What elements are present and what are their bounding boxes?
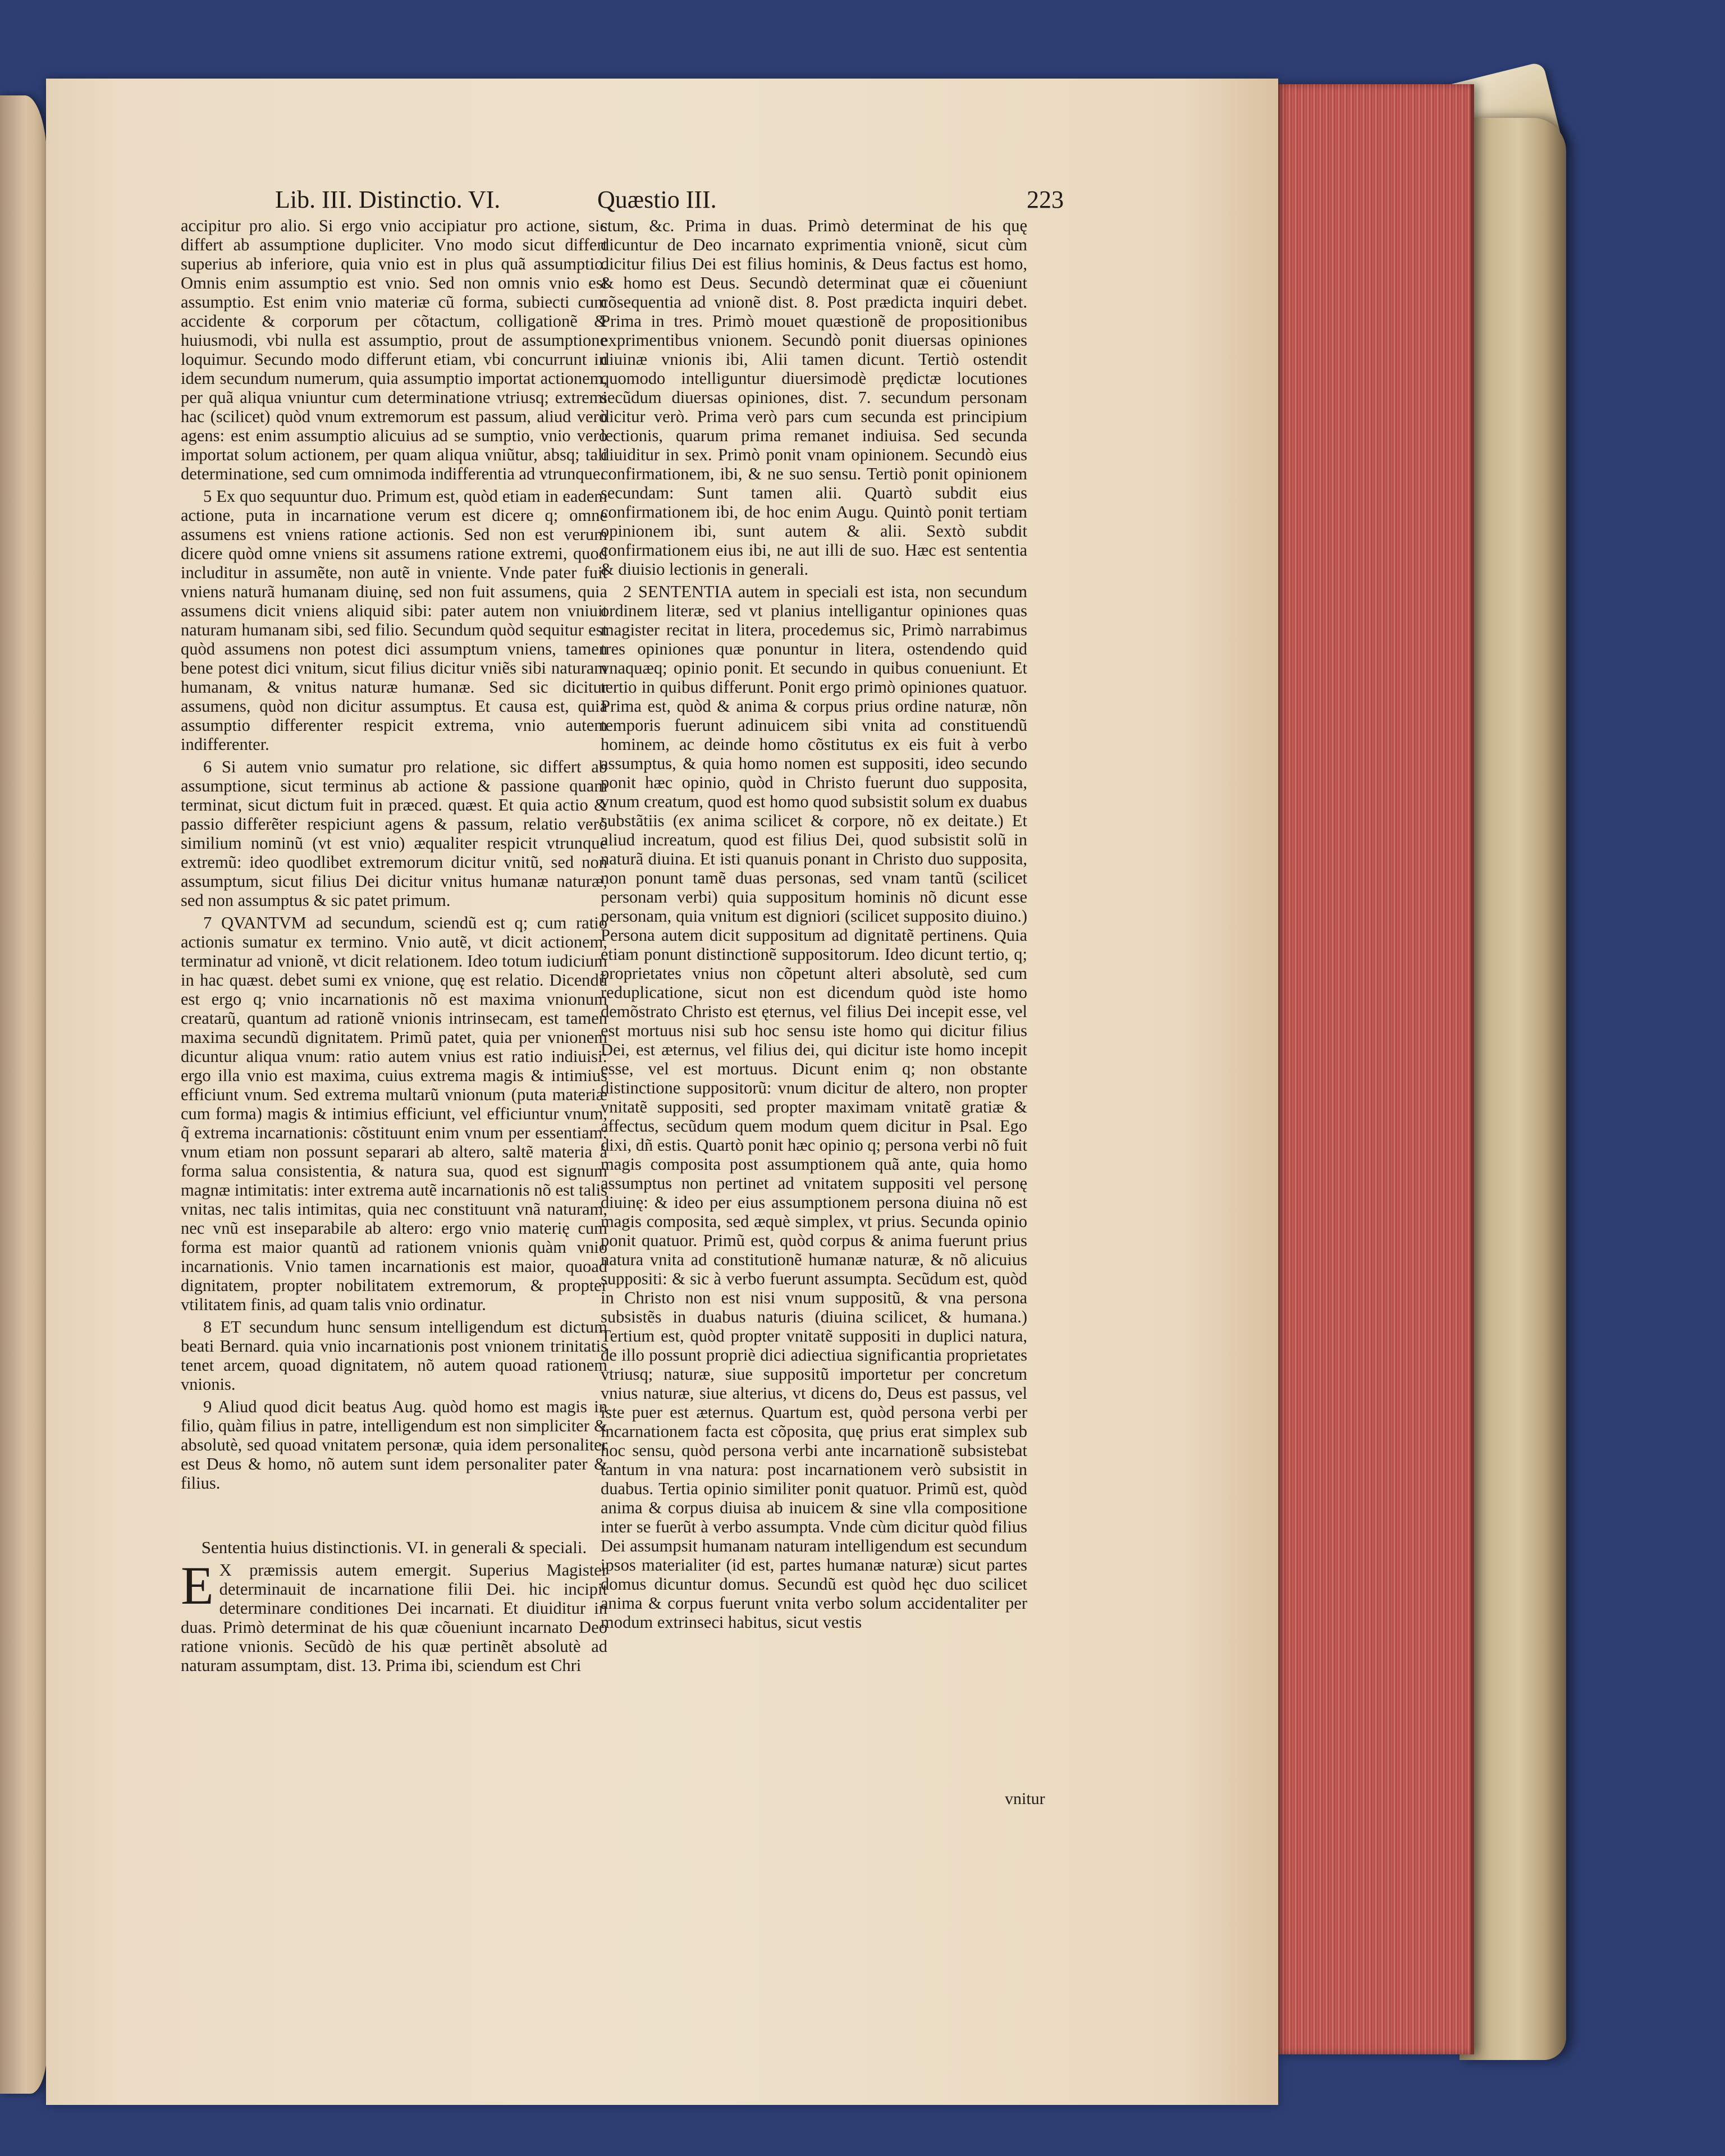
paragraph: 5 Ex quo sequuntur duo. Primum est, quòd etiam in eadem actione, puta in incarnatione verum est dicere q; omne assumens est vniens ratione actionis. Sed non est verum dicere quòd omne vniens sit assumens ratione extremi, quod includitur in assumẽte, non autẽ in vniente. Vnde pater fuit vniens naturã humanam diuinę, sed non fuit assumens, quia assumens dicit vniens aliquid sibi: pater autem non vniuit naturam humanam sibi, sed filio. Secundum quòd sequitur est quòd assumens non potest dici assumptum vniens, tamen bene potest dici vnitum, sicut filius dicitur vniẽs sibi naturam humanam, & vnitus naturæ humanæ. Sed sic dicitur assumens, quòd non dicitur assumptus. Et causa est, quia assumptio differenter respicit extrema, vnio autem indifferenter. [181, 487, 607, 754]
running-head-right: Quæstio III. [597, 186, 717, 213]
catchword: vnitur [1005, 1789, 1045, 1808]
red-page-edges [1274, 84, 1474, 2054]
right-text-column [601, 216, 1027, 1635]
page-number: 223 [1027, 186, 1064, 213]
paragraph: 8 ET secundum hunc sensum intelligendum est dictum beati Bernard. quia vnio incarnationis post vnionem trinitatis tenet arcem, quoad dignitatem, nõ autem quoad rationem vnionis. [181, 1317, 607, 1394]
paragraph: accipitur pro alio. Si ergo vnio accipiatur pro actione, sic differt ab assumptione dupliciter. Vno modo sicut differt superius ab inferiore, quia vnio est in plus quã assumptio. Omnis enim assumptio est vnio. Sed non omnis vnio est assumptio. Est enim vnio materiæ cũ forma, subiecti cum accidente & corporum per cõtactum, colligationẽ & huiusmodi, vbi nulla est assumptio, prout de assumptione loquimur. Secundo modo differunt etiam, vbi concurrunt in idem secundum numerum, quia assumptio importat actionem, per quã aliqua vniuntur cum determinatione vtriusq; extremi hac (scilicet) quòd vnum extremorum est passum, aliud verò agens: est enim assumptio alicuius ad se sumptio, vnio verò importat solum actionem, per quam aliqua vniũtur, absq; tali determinatione, sed cum omnimoda indifferentia ad vtrunque. [181, 216, 607, 483]
paragraph: 6 Si autem vnio sumatur pro relatione, sic differt ab assumptione, sicut terminus ab actione & passione quam terminat, sicut dictum fuit in præced. quæst. Et quia actio & passio differẽter respiciunt agens & passum, relatio verò similium nominũ (vt est vnio) æqualiter respicit vtrunque extremũ: ideo quodlibet extremorum dicitur vnitũ, sed non assumptum, sicut filius Dei dicitur vnitus humanæ naturæ, sed non assumptus & sic patet primum. [181, 757, 607, 910]
section-text: X præmissis autem emergit. Superius Magister determinauit de incarnatione filii Dei. hic incipit determinare conditiones Dei incarnati. Et diuiditur in duas. Primò determinat de his quæ cõueniunt incarnato Deo ratione vnionis. Secũdò de his quæ pertinẽt absolutè ad naturam assumptam, dist. 13. Prima ibi, sciendum est Chri [181, 1560, 607, 1675]
drop-cap: E [181, 1555, 214, 1615]
running-head-left: Lib. III. Distinctio. VI. [275, 186, 501, 213]
section-heading: Sententia huius distinctionis. VI. in generali & speciali. [201, 1537, 587, 1557]
vellum-binding [1459, 118, 1566, 2060]
facing-page-edge [0, 95, 47, 2094]
paragraph: 9 Aliud quod dicit beatus Aug. quòd homo est magis in filio, quàm filius in patre, intelligendum est non simpliciter & absolutè, sed quoad vnitatem personæ, quia idem personaliter est Deus & homo, nõ autem sunt idem personaliter pater & filius. [181, 1397, 607, 1493]
paragraph: 7 QVANTVM ad secundum, sciendũ est q; cum ratio actionis sumatur ex termino. Vnio autẽ, vt dicit actionem, terminatur ad vnionẽ, vt dicit relationem. Ideo totum iudicium in hac quæst. debet sumi ex vnione, quę est relatio. Dicendũ est ergo q; vnio incarnationis nõ est maxima vnionum creatarũ, quantum ad rationẽ vnionis intrinsecam, est tamen maxima secundũ dignitatem. Primũ patet, quia per vnionem dicuntur aliqua vnum: ratio autem vnius est ratio indiuisi: ergo illa vnio est maxima, cuius extrema magis & intimius efficiunt vnum. Sed extrema multarũ vnionum (puta materiæ cum forma) magis & intimius efficiunt, vel efficiuntur vnum, q̃ extrema incarnationis: cõstituunt enim vnum per essentiam: vnum etiam non possunt separari ab altero, saltẽ materia à forma salua consistentia, & natura sua, quod est signum magnæ intimitatis: inter extrema autẽ incarnationis nõ est talis vnitas, nec talis intimitas, quia nec constituunt vnã naturam, nec vnũ est inseparabile ab altero: ergo vnio materię cum forma est maior quantũ ad rationem vnionis quàm vnio incarnationis. Vnio tamen incarnationis est maior, quoad dignitatem, propter nobilitatem extremorum, & propter vtilitatem finis, ad quam talis vnio ordinatur. [181, 913, 607, 1314]
paragraph: 2 SENTENTIA autem in speciali est ista, non secundum ordinem literæ, sed vt planius intelligantur opiniones quas magister recitat in litera, procedemus sic, Primò narrabimus tres opiniones quæ ponuntur in litera, ostendendo quid vnaquæq; opinio ponit. Et secundo in quibus conueniunt. Et tertio in quibus differunt. Ponit ergo primò opiniones quatuor. Prima est, quòd & anima & corpus prius ordine naturæ, nõn temporis fuerunt adinuicem sibi vnita ad constituendũ hominem, ac deinde homo cõstitutus ex eis fuit à verbo assumptus, & quia homo nomen est suppositi, ideo secundo ponit hæc opinio, quòd in Christo fuerunt duo supposita, vnum creatum, quod est homo quod subsistit solum ex duabus substãtiis (ex anima scilicet & corpore, nõ ex deitate.) Et aliud increatum, quod est filius Dei, quod subsistit solũ in naturã diuina. Et isti quanuis ponant in Christo duo supposita, non ponunt tamẽ duas personas, sed vnam tantũ (scilicet personam verbi) quia suppositum hominis nõ dicunt esse personam, quia vnitum est digniori (scilicet supposito diuino.) Persona autem dicit suppositum ad dignitatẽ pertinens. Quia etiam ponunt distinctionẽ suppositorum. Ideo dicunt tertio, q; proprietates vnius non cõpetunt alteri absolutè, sed cum reduplicatione, sicut non est dicendum quòd iste homo demõstrato Christo est ęternus, vel filius Dei incepit esse, vel est mortuus nisi sub hoc sensu iste homo qui dicitur filius Dei, est æternus, vel filius dei, qui dicitur iste homo incepit esse, vel est mortuus. Dicunt enim q; non obstante distinctione suppositorũ: vnum dicitur de altero, non propter vnitatẽ suppositi, sed propter maximam vnitatẽ gratiæ & affectus, secũdum quem modum quem dicitur in Psal. Ego dixi, dñ estis. Quartò ponit hæc opinio q; persona verbi nõ fuit magis composita post assumptionem quã ante, quia homo assumptus non pertinet ad vnitatem suppositi vel personę diuinę: & ideo per eius assumptionem persona diuina nõ est magis composita, sed æquè simplex, vt prius. Secunda opinio ponit quatuor. Primũ est, quòd corpus & anima fuerunt prius natura vnita ad constitutionẽ humanæ naturæ, & nõ alicuius suppositi: & sic à verbo fuerunt assumpta. Secũdum est, quòd in Christo non est nisi vnum suppositũ, & vna persona subsistẽs in duabus naturis (diuina scilicet, & humana.) Tertium est, quòd propter vnitatẽ suppositi in duplici natura, de illo possunt propriè dici adiectiua significantia proprietates vtriusq; naturæ, siue suppositũ importetur per concretum vnius naturæ, siue alterius, vt dicens do, Deus est passus, vel iste puer est æternus. Quartum est, quòd persona verbi per incarnationem facta est cõposita, quę prius erat simplex sub hoc sensu, quòd persona verbi ante incarnationẽ subsistebat tantum in vna natura: post incarnationem verò subsistit in duabus. Tertia opinio similiter ponit quatuor. Primũ est, quòd anima & corpus diuisa ab inuicem & sine vlla compositione inter se fuerũt à verbo assumpta. Vnde cùm dicitur quòd filius Dei assumpsit humanam naturam intelligendum est secundum ipsos materialiter (id est, partes humanæ naturæ) sicut partes domus dicuntur domus. Secundũ est quòd hęc duo scilicet anima & corpus fuerunt vnita verbo solum accidentaliter per modum extrinseci habitus, sicut vestis [601, 582, 1027, 1632]
paragraph: stum, &c. Prima in duas. Primò determinat de his quę dicuntur de Deo incarnato exprimentia vnionẽ, sicut cùm dicitur filius Dei est filius hominis, & Deus factus est homo, & homo est Deus. Secundò determinat quæ ei cõueniunt cõsequentia ad vnionẽ dist. 8. Post prædicta inquiri debet. Prima in tres. Primò mouet quæstionẽ de propositionibus exprimentibus vnionem. Secundò ponit diuersas opiniones diuinæ vnionis ibi, Alii tamen dicunt. Tertiò ostendit quomodo intelliguntur diuersimodè prędictæ locutiones secũdum diuersas opiniones, dist. 7. secundum personam dicitur verò. Prima verò pars cum secunda est principium lectionis, quarum prima remanet indiuisa. Sed secunda diuiditur in sex. Primò ponit vnam opinionem. Secundò eius confirmationem, ibi, & ne suo sensu. Tertiò ponit opinionem secundam: Sunt tamen alii. Quartò subdit eius confirmationem ibi, de hoc enim Augu. Quintò ponit tertiam opinionem ibi, sunt autem & alii. Sextò subdit confirmationem eius ibi, ne aut illi de suo. Hæc est sententia & diuisio lectionis in generali. [601, 216, 1027, 579]
left-text-column [181, 216, 607, 1678]
section-paragraph [181, 1555, 607, 1675]
